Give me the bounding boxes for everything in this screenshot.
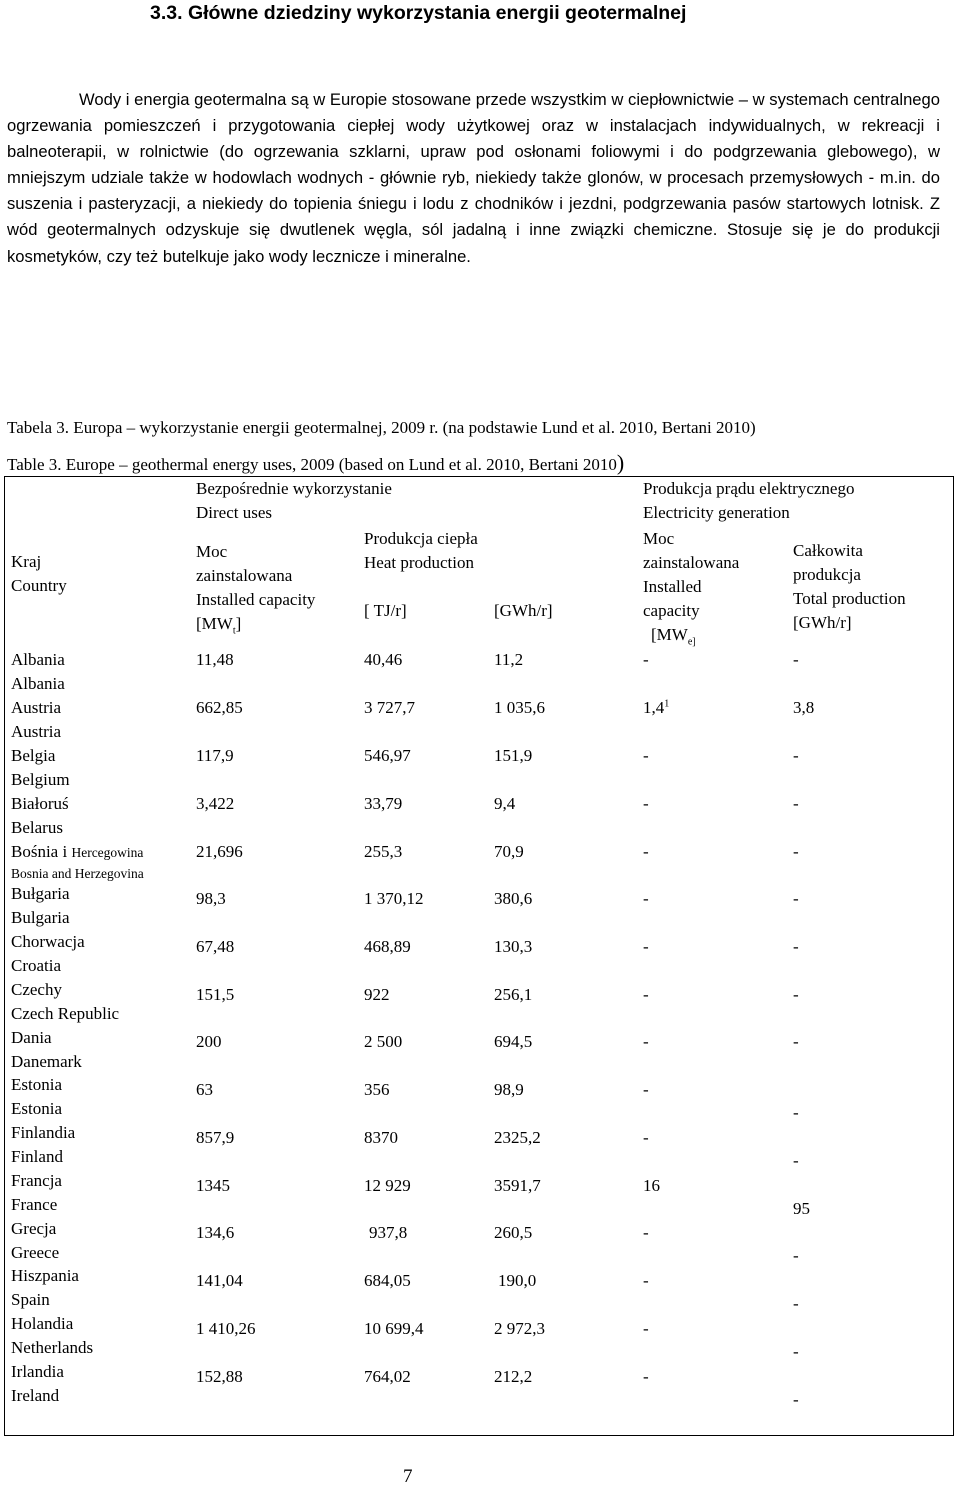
header-heat-production-en: Heat production bbox=[364, 553, 474, 572]
country-pl: Białoruś bbox=[11, 794, 69, 813]
header-elec-capacity-3: Installed bbox=[643, 577, 702, 596]
heat-gwh: 11,2 bbox=[494, 650, 524, 669]
heat-tj: 12 929 bbox=[364, 1176, 411, 1195]
total-production-gwh: - bbox=[793, 1032, 799, 1051]
heat-gwh: 1 035,6 bbox=[494, 698, 545, 717]
page-number: 7 bbox=[403, 1466, 413, 1487]
country-en: Greece bbox=[11, 1243, 60, 1262]
country-pl: Dania bbox=[11, 1028, 52, 1047]
country-pl: Estonia bbox=[11, 1075, 62, 1094]
header-gwh-unit: [GWh/r] bbox=[494, 601, 553, 620]
installed-capacity-mwt: 63 bbox=[196, 1080, 213, 1099]
country-en: Austria bbox=[11, 722, 62, 741]
header-direct-uses-pl: Bezpośrednie wykorzystanie bbox=[196, 479, 392, 498]
installed-capacity-mwt: 98,3 bbox=[196, 889, 226, 908]
table-caption-en-text: Table 3. Europe – geothermal energy uses, 2009 (based on Lund et al. 2010, Bertani 2010 bbox=[7, 455, 617, 474]
heat-tj: 255,3 bbox=[364, 842, 403, 861]
header-country-pl: Kraj bbox=[11, 552, 42, 571]
total-production-gwh: - bbox=[793, 1342, 799, 1361]
country-en: Bosnia and Herzegovina bbox=[11, 866, 144, 881]
country-pl: Hiszpania bbox=[11, 1266, 79, 1285]
heat-gwh: 130,3 bbox=[494, 937, 533, 956]
header-tj-unit: [ TJ/r] bbox=[364, 601, 407, 620]
elec-capacity-mwe: - bbox=[643, 746, 649, 765]
elec-capacity-mwe: - bbox=[643, 650, 649, 669]
header-heat-production-pl: Produkcja ciepła bbox=[364, 529, 478, 548]
country-en: Estonia bbox=[11, 1099, 62, 1118]
elec-capacity-mwe: - bbox=[643, 937, 649, 956]
heat-gwh: 260,5 bbox=[494, 1223, 533, 1242]
country-pl: Chorwacja bbox=[11, 932, 85, 951]
heat-tj: 40,46 bbox=[364, 650, 403, 669]
total-production-gwh: - bbox=[793, 1103, 799, 1122]
installed-capacity-mwt: 134,6 bbox=[196, 1223, 235, 1242]
header-direct-uses-en: Direct uses bbox=[196, 503, 273, 522]
unit-sub-t: t bbox=[232, 625, 236, 637]
heat-gwh: 212,2 bbox=[494, 1367, 533, 1386]
total-production-gwh: - bbox=[793, 746, 799, 765]
country-pl: Bułgaria bbox=[11, 884, 70, 903]
heat-tj: 8370 bbox=[364, 1128, 398, 1147]
heat-tj: 764,02 bbox=[364, 1367, 411, 1386]
body-paragraph-text: Wody i energia geotermalna są w Europie stosowane przede wszystkim w ciepłownictwie – w systemach centralnego ogrzewania pomieszczeń i przygotowania ciepłej wody użytkowej oraz w instalacjach indywidualnych, w rekreacji i balneoterapii, w rolnictwie (do ogrzewania szklarni, upraw pod osłonami foliowymi i do podgrzewania glebowego), w mniejszym udziale także w hodowlach wodnych - głównie ryb, niekiedy także glonów, w procesach przemysłowych - m.in. do suszenia i pasteryzacji, a niekiedy do topienia śniegu i lodu z chodników i jezdni, podgrzewania pasów startowych lotnisk. Z wód geotermalnych odzyskuje się dwutlenek węgla, sól jadalną i inne związki chemiczne. Stosuje się je do produkcji kosmetyków, czy też butelkuje jako wody lecznicze i mineralne. bbox=[7, 90, 940, 266]
header-elec-capacity-4: capacity bbox=[643, 601, 700, 620]
country-en: Albania bbox=[11, 674, 65, 693]
elec-capacity-mwe: - bbox=[643, 842, 649, 861]
country-en: Danemark bbox=[11, 1052, 82, 1071]
installed-capacity-mwt: 200 bbox=[196, 1032, 222, 1051]
country-pl-small: Hercegowina bbox=[71, 845, 144, 860]
country-en: Finland bbox=[11, 1147, 63, 1166]
heat-tj: 33,79 bbox=[364, 794, 403, 813]
header-total-production-2: produkcja bbox=[793, 565, 861, 584]
heat-gwh: 694,5 bbox=[494, 1032, 533, 1051]
heat-tj: 2 500 bbox=[364, 1032, 403, 1051]
country-en: Belgium bbox=[11, 770, 70, 789]
installed-capacity-mwt: 662,85 bbox=[196, 698, 243, 717]
total-production-gwh: - bbox=[793, 794, 799, 813]
country-pl: Austria bbox=[11, 698, 62, 717]
total-production-gwh: - bbox=[793, 985, 799, 1004]
country-en: Belarus bbox=[11, 818, 63, 837]
heat-gwh: 9,4 bbox=[494, 794, 516, 813]
unit-bracket: ] bbox=[235, 614, 242, 633]
installed-capacity-mwt: 141,04 bbox=[196, 1271, 243, 1290]
heat-gwh: 2325,2 bbox=[494, 1128, 541, 1147]
total-production-gwh: - bbox=[793, 1151, 799, 1170]
elec-capacity-mwe: - bbox=[643, 985, 649, 1004]
table-caption-pl: Tabela 3. Europa – wykorzystanie energii geotermalnej, 2009 r. (na podstawie Lund et al. 2010, Bertani 2010) bbox=[7, 418, 756, 437]
elec-capacity-mwe: - bbox=[643, 794, 649, 813]
installed-capacity-mwt: 3,422 bbox=[196, 794, 235, 813]
header-installed-capacity-unit bbox=[196, 612, 241, 636]
country-en: Spain bbox=[11, 1290, 50, 1309]
country-en: Bulgaria bbox=[11, 908, 70, 927]
installed-capacity-mwt: 1 410,26 bbox=[196, 1319, 256, 1338]
heat-gwh: 3591,7 bbox=[494, 1176, 541, 1195]
total-production-gwh: - bbox=[793, 1294, 799, 1313]
country-en: Ireland bbox=[11, 1386, 60, 1405]
installed-capacity-mwt: 151,5 bbox=[196, 985, 235, 1004]
elec-capacity-mwe: - bbox=[643, 1271, 649, 1290]
total-production-gwh: 95 bbox=[793, 1199, 810, 1218]
header-installed-capacity-1: Moc bbox=[196, 542, 228, 561]
header-total-production-4: [GWh/r] bbox=[793, 613, 852, 632]
installed-capacity-mwt: 117,9 bbox=[196, 746, 234, 765]
total-production-gwh: - bbox=[793, 1390, 799, 1409]
elec-capacity-mwe: - bbox=[643, 1128, 649, 1147]
elec-capacity-mwe: 16 bbox=[643, 1176, 660, 1195]
country-pl-main: Bośnia i bbox=[11, 842, 72, 861]
total-production-gwh: - bbox=[793, 937, 799, 956]
country-en: France bbox=[11, 1195, 58, 1214]
total-production-gwh: - bbox=[793, 1246, 799, 1265]
country-pl: Czechy bbox=[11, 980, 62, 999]
total-production-gwh: 3,8 bbox=[793, 698, 815, 717]
header-total-production-1: Całkowita bbox=[793, 541, 863, 560]
elec-capacity-mwe: - bbox=[643, 1223, 649, 1242]
table-caption-en-paren: ) bbox=[616, 450, 625, 475]
header-electricity-en: Electricity generation bbox=[643, 503, 790, 522]
heat-gwh: 256,1 bbox=[494, 985, 533, 1004]
heat-tj: 937,8 bbox=[369, 1223, 408, 1242]
heat-gwh: 380,6 bbox=[494, 889, 533, 908]
installed-capacity-mwt: 11,48 bbox=[196, 650, 234, 669]
installed-capacity-mwt: 21,696 bbox=[196, 842, 243, 861]
elec-capacity-mwe: - bbox=[643, 889, 649, 908]
heat-tj: 468,89 bbox=[364, 937, 411, 956]
installed-capacity-mwt: 857,9 bbox=[196, 1128, 235, 1147]
elec-capacity-value: 1,4 bbox=[643, 698, 665, 717]
unit-mw: [MW bbox=[196, 614, 233, 633]
header-elec-capacity-2: zainstalowana bbox=[643, 553, 740, 572]
body-paragraph bbox=[7, 87, 940, 270]
section-heading: 3.3. Główne dziedziny wykorzystania energii geotermalnej bbox=[150, 2, 687, 24]
country-pl: Finlandia bbox=[11, 1123, 76, 1142]
country-en: Netherlands bbox=[11, 1338, 94, 1357]
total-production-gwh: - bbox=[793, 842, 799, 861]
heat-tj: 10 699,4 bbox=[364, 1319, 424, 1338]
heat-tj: 922 bbox=[364, 985, 390, 1004]
elec-capacity-mwe bbox=[643, 696, 669, 720]
heat-tj: 356 bbox=[364, 1080, 390, 1099]
total-production-gwh: - bbox=[793, 650, 799, 669]
header-installed-capacity-2: zainstalowana bbox=[196, 566, 293, 585]
elec-capacity-mwe: - bbox=[643, 1032, 649, 1051]
header-installed-capacity-3: Installed capacity bbox=[196, 590, 316, 609]
heat-gwh: 70,9 bbox=[494, 842, 524, 861]
unit-sub-e: e] bbox=[687, 636, 696, 648]
elec-capacity-mwe: - bbox=[643, 1080, 649, 1099]
heat-gwh: 2 972,3 bbox=[494, 1319, 545, 1338]
country-pl: Grecja bbox=[11, 1219, 57, 1238]
footnote-marker: 1 bbox=[664, 698, 670, 710]
heat-gwh: 98,9 bbox=[494, 1080, 524, 1099]
installed-capacity-mwt: 152,88 bbox=[196, 1367, 243, 1386]
heat-gwh: 151,9 bbox=[494, 746, 533, 765]
country-en: Croatia bbox=[11, 956, 62, 975]
header-total-production-3: Total production bbox=[793, 589, 906, 608]
header-electricity-pl: Produkcja prądu elektrycznego bbox=[643, 479, 855, 498]
country-pl: Francja bbox=[11, 1171, 62, 1190]
total-production-gwh: - bbox=[793, 889, 799, 908]
heat-tj: 684,05 bbox=[364, 1271, 411, 1290]
country-pl: Irlandia bbox=[11, 1362, 64, 1381]
header-country-en: Country bbox=[11, 576, 67, 595]
heat-gwh: 190,0 bbox=[498, 1271, 537, 1290]
header-elec-capacity-1: Moc bbox=[643, 529, 675, 548]
heat-tj: 1 370,12 bbox=[364, 889, 424, 908]
country-pl: Belgia bbox=[11, 746, 56, 765]
country-pl: Holandia bbox=[11, 1314, 74, 1333]
installed-capacity-mwt: 67,48 bbox=[196, 937, 235, 956]
unit-mw-e: [MW bbox=[651, 625, 688, 644]
installed-capacity-mwt: 1345 bbox=[196, 1176, 230, 1195]
country-pl: Albania bbox=[11, 650, 65, 669]
table-caption-en bbox=[7, 450, 624, 476]
heat-tj: 3 727,7 bbox=[364, 698, 415, 717]
heat-tj: 546,97 bbox=[364, 746, 411, 765]
country-en: Czech Republic bbox=[11, 1004, 120, 1023]
elec-capacity-mwe: - bbox=[643, 1367, 649, 1386]
header-elec-capacity-unit bbox=[651, 623, 696, 647]
elec-capacity-mwe: - bbox=[643, 1319, 649, 1338]
